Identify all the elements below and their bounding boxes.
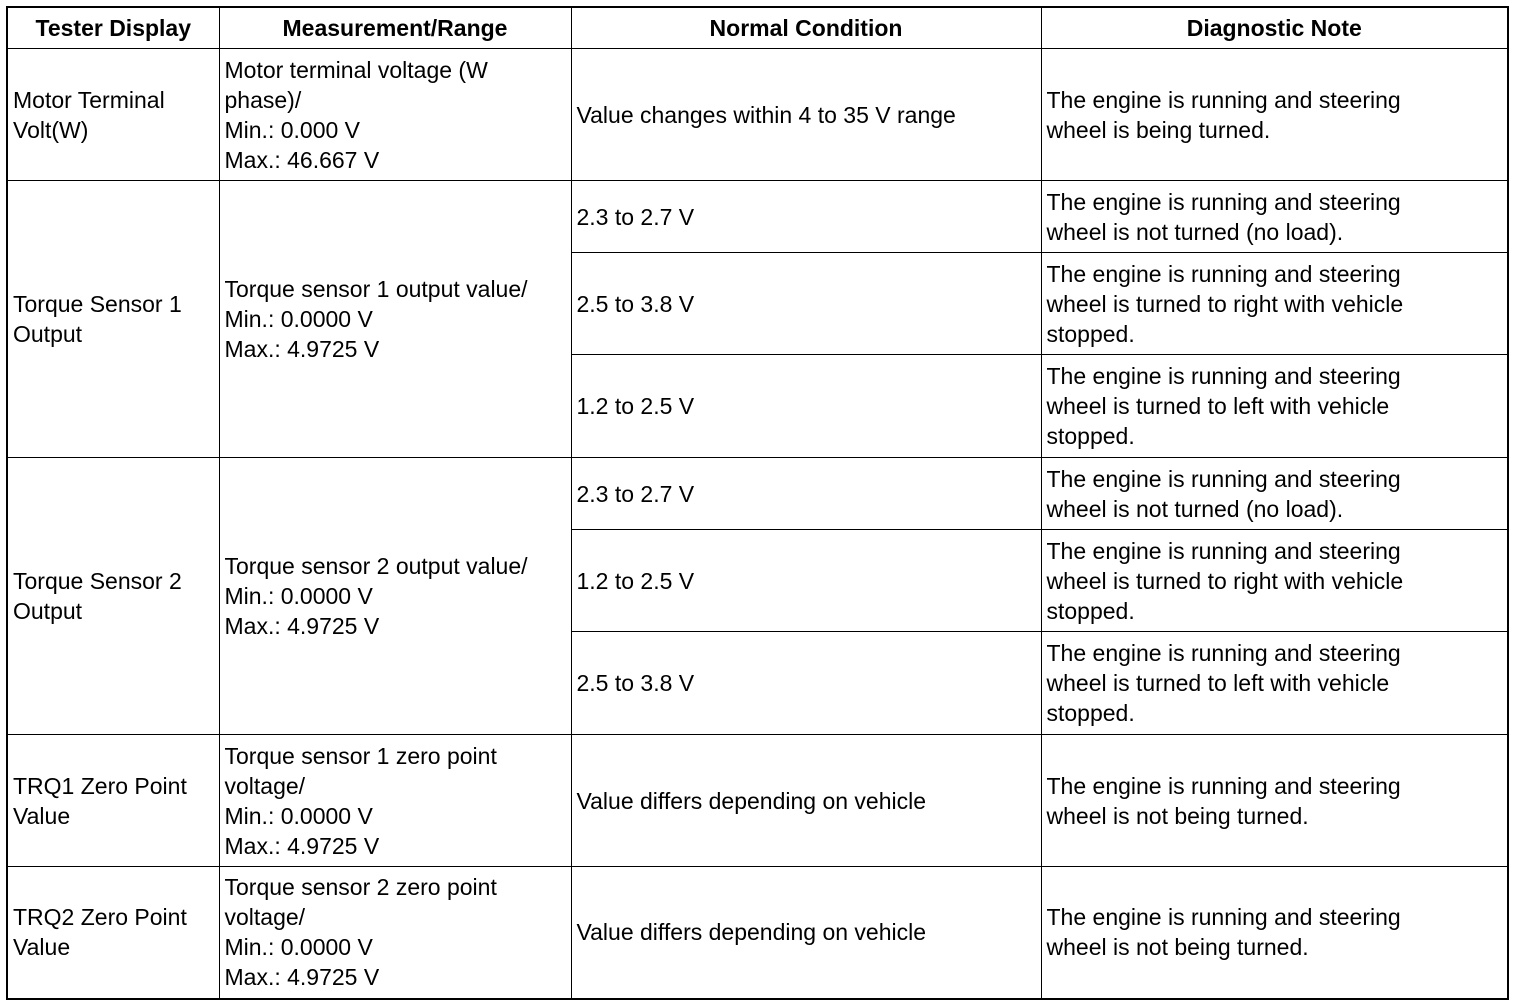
tester-display-cell: Motor Terminal Volt(W) bbox=[7, 49, 219, 181]
normal-condition-cell: 1.2 to 2.5 V bbox=[571, 355, 1041, 458]
header-normal-condition: Normal Condition bbox=[571, 7, 1041, 49]
diagnostic-note-cell: The engine is running and steering wheel is being turned. bbox=[1041, 49, 1508, 181]
normal-condition-cell: 2.3 to 2.7 V bbox=[571, 181, 1041, 253]
table-row bbox=[7, 867, 1508, 999]
normal-condition-cell: Value changes within 4 to 35 V range bbox=[571, 49, 1041, 181]
tester-display-cell: Torque Sensor 1 Output bbox=[7, 181, 219, 458]
tester-display-cell: TRQ1 Zero Point Value bbox=[7, 735, 219, 867]
table-row bbox=[7, 735, 1508, 867]
measurement-range-cell: Motor terminal voltage (W phase)/ Min.: 0.000 V Max.: 46.667 V bbox=[219, 49, 571, 181]
header-row bbox=[7, 7, 1508, 49]
diagnostic-note-cell: The engine is running and steering wheel is not turned (no load). bbox=[1041, 458, 1508, 530]
normal-condition-cell: Value differs depending on vehicle bbox=[571, 735, 1041, 867]
measurement-range-cell: Torque sensor 2 output value/ Min.: 0.0000 V Max.: 4.9725 V bbox=[219, 458, 571, 735]
normal-condition-cell: 2.5 to 3.8 V bbox=[571, 632, 1041, 735]
diagnostic-note-cell: The engine is running and steering wheel is not being turned. bbox=[1041, 735, 1508, 867]
diagnostic-note-cell: The engine is running and steering wheel is not being turned. bbox=[1041, 867, 1508, 999]
measurement-range-cell: Torque sensor 2 zero point voltage/ Min.: 0.0000 V Max.: 4.9725 V bbox=[219, 867, 571, 999]
normal-condition-cell: 1.2 to 2.5 V bbox=[571, 530, 1041, 632]
table-row bbox=[7, 181, 1508, 253]
normal-condition-cell: 2.5 to 3.8 V bbox=[571, 253, 1041, 355]
diagnostic-data-table bbox=[6, 6, 1509, 1000]
diagnostic-note-cell: The engine is running and steering wheel is turned to right with vehicle stopped. bbox=[1041, 530, 1508, 632]
header-measurement-range: Measurement/Range bbox=[219, 7, 571, 49]
normal-condition-cell: Value differs depending on vehicle bbox=[571, 867, 1041, 999]
table-row bbox=[7, 458, 1508, 530]
measurement-range-cell: Torque sensor 1 zero point voltage/ Min.: 0.0000 V Max.: 4.9725 V bbox=[219, 735, 571, 867]
diagnostic-note-cell: The engine is running and steering wheel is not turned (no load). bbox=[1041, 181, 1508, 253]
diagnostic-note-cell: The engine is running and steering wheel is turned to left with vehicle stopped. bbox=[1041, 355, 1508, 458]
diagnostic-note-cell: The engine is running and steering wheel is turned to right with vehicle stopped. bbox=[1041, 253, 1508, 355]
tester-display-cell: Torque Sensor 2 Output bbox=[7, 458, 219, 735]
normal-condition-cell: 2.3 to 2.7 V bbox=[571, 458, 1041, 530]
diagnostic-note-cell: The engine is running and steering wheel is turned to left with vehicle stopped. bbox=[1041, 632, 1508, 735]
header-diagnostic-note: Diagnostic Note bbox=[1041, 7, 1508, 49]
tester-display-cell: TRQ2 Zero Point Value bbox=[7, 867, 219, 999]
header-tester-display: Tester Display bbox=[7, 7, 219, 49]
measurement-range-cell: Torque sensor 1 output value/ Min.: 0.0000 V Max.: 4.9725 V bbox=[219, 181, 571, 458]
table-row bbox=[7, 49, 1508, 181]
